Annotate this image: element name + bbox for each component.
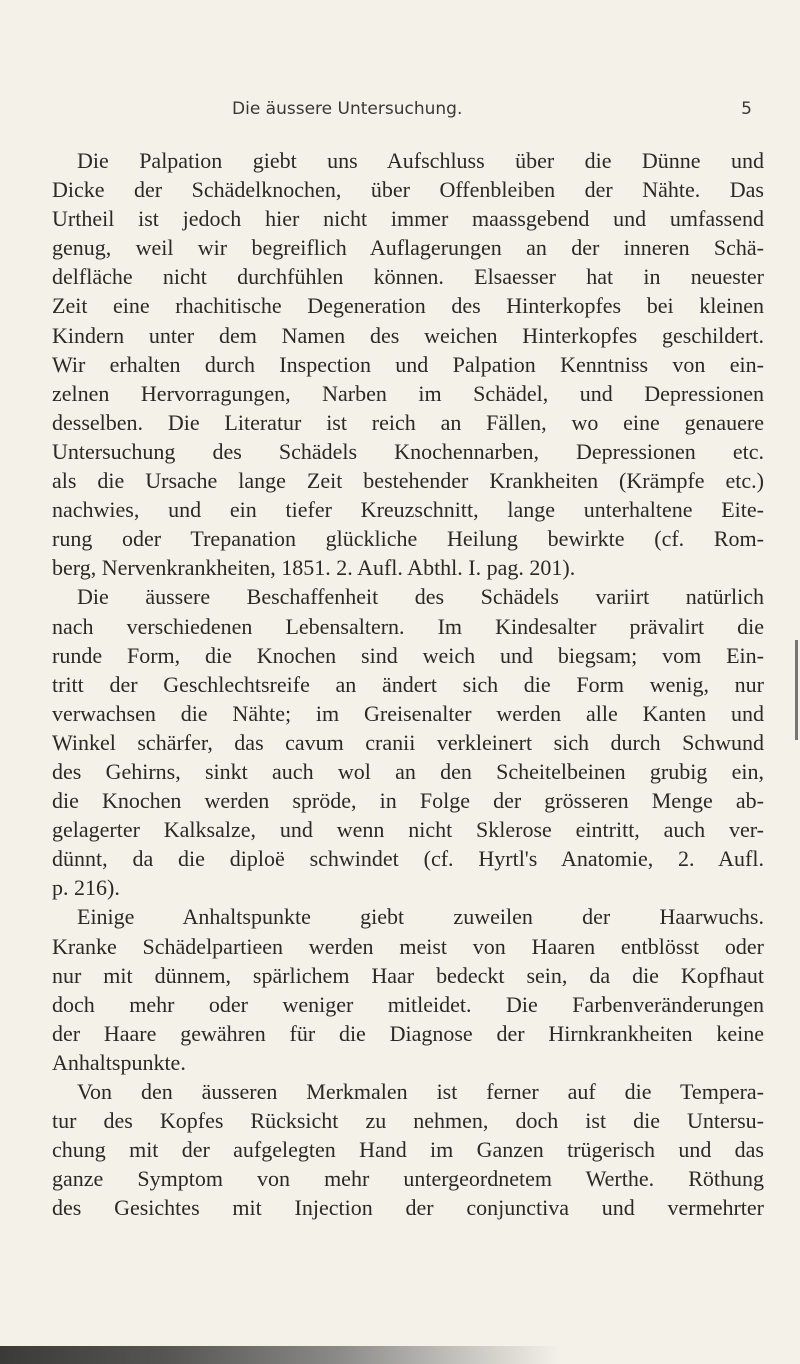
text-line: tur des Kopfes Rücksicht zu nehmen, doch ist die Untersu- [52, 1108, 764, 1134]
text-line: berg, Nervenkrankheiten, 1851. 2. Aufl. Abthl. I. pag. 201). [52, 555, 576, 581]
text-line: Die Palpation giebt uns Aufschluss über die Dünne und [77, 148, 764, 173]
text-line: des Gehirns, sinkt auch wol an den Scheitelbeinen grubig ein, [52, 758, 764, 784]
page-number: 5 [741, 99, 752, 119]
text-line: Urtheil ist jedoch hier nicht immer maassgebend und umfassend [52, 206, 764, 232]
text-line: gelagerter Kalksalze, und wenn nicht Sklerose eintritt, auch ver- [52, 817, 764, 843]
running-head [232, 99, 752, 127]
text-line: dünnt, da die diploë schwindet (cf. Hyrtl's Anatomie, 2. Aufl. [52, 846, 764, 872]
text-line: chung mit der aufgelegten Hand im Ganzen trügerisch und das [52, 1137, 764, 1163]
text-line: Einige Anhaltspunkte giebt zuweilen der Haarwuchs. [77, 904, 764, 930]
text-line: runde Form, die Knochen sind weich und biegsam; vom Ein- [52, 642, 764, 668]
text-line: Untersuchung des Schädels Knochennarben, Depressionen etc. [52, 438, 764, 464]
text-line: p. 216). [52, 875, 120, 901]
text-line: nachwies, und ein tiefer Kreuzschnitt, lange unterhaltene Eite- [52, 497, 764, 523]
text-line: nach verschiedenen Lebensaltern. Im Kindesalter prävalirt die [52, 613, 764, 639]
text-line: desselben. Die Literatur ist reich an Fällen, wo eine genauere [52, 409, 764, 435]
text-line: Kranke Schädelpartieen werden meist von Haaren entblösst oder [52, 933, 764, 959]
text-line: Wir erhalten durch Inspection und Palpation Kenntniss von ein- [52, 351, 764, 377]
running-title: Die äussere Untersuchung. [232, 99, 463, 119]
text-line: Winkel schärfer, das cavum cranii verkleinert sich durch Schwund [52, 729, 764, 755]
text-line: nur mit dünnem, spärlichem Haar bedeckt sein, da die Kopfhaut [52, 962, 764, 988]
text-line: Die äussere Beschaffenheit des Schädels variirt natürlich [77, 584, 764, 610]
text-line: der Haare gewähren für die Diagnose der Hirnkrankheiten keine [52, 1020, 764, 1046]
text-line: Anhaltspunkte. [52, 1049, 186, 1075]
text-line: tritt der Geschlechtsreife an ändert sich die Form wenig, nur [52, 671, 764, 697]
text-line: genug, weil wir begreiflich Auflagerungen an der inneren Schä- [52, 235, 764, 261]
text-line: doch mehr oder weniger mitleidet. Die Farbenveränderungen [52, 991, 764, 1017]
body-text [52, 146, 764, 1222]
text-line: die Knochen werden spröde, in Folge der grösseren Menge ab- [52, 788, 764, 814]
text-line: des Gesichtes mit Injection der conjunctiva und vermehrter [52, 1195, 764, 1221]
scan-edge-mark [795, 640, 798, 740]
text-line: Von den äusseren Merkmalen ist ferner auf die Tempera- [77, 1079, 764, 1104]
text-line: rung oder Trepanation glückliche Heilung bewirkte (cf. Rom- [52, 526, 764, 552]
text-line: Dicke der Schädelknochen, über Offenbleiben der Nähte. Das [52, 177, 764, 203]
text-line: verwachsen die Nähte; im Greisenalter werden alle Kanten und [52, 700, 764, 726]
text-line: ganze Symptom von mehr untergeordnetem Werthe. Röthung [52, 1166, 764, 1192]
scan-edge-shadow [0, 1346, 560, 1364]
text-line: Zeit eine rhachitische Degeneration des Hinterkopfes bei kleinen [52, 293, 764, 319]
text-line: als die Ursache lange Zeit bestehender Krankheiten (Krämpfe etc.) [52, 468, 764, 494]
text-line: Kindern unter dem Namen des weichen Hinterkopfes geschildert. [52, 322, 764, 348]
text-line: zelnen Hervorragungen, Narben im Schädel, und Depressionen [52, 380, 764, 406]
text-line: delfläche nicht durchfühlen können. Elsaesser hat in neuester [52, 264, 764, 290]
